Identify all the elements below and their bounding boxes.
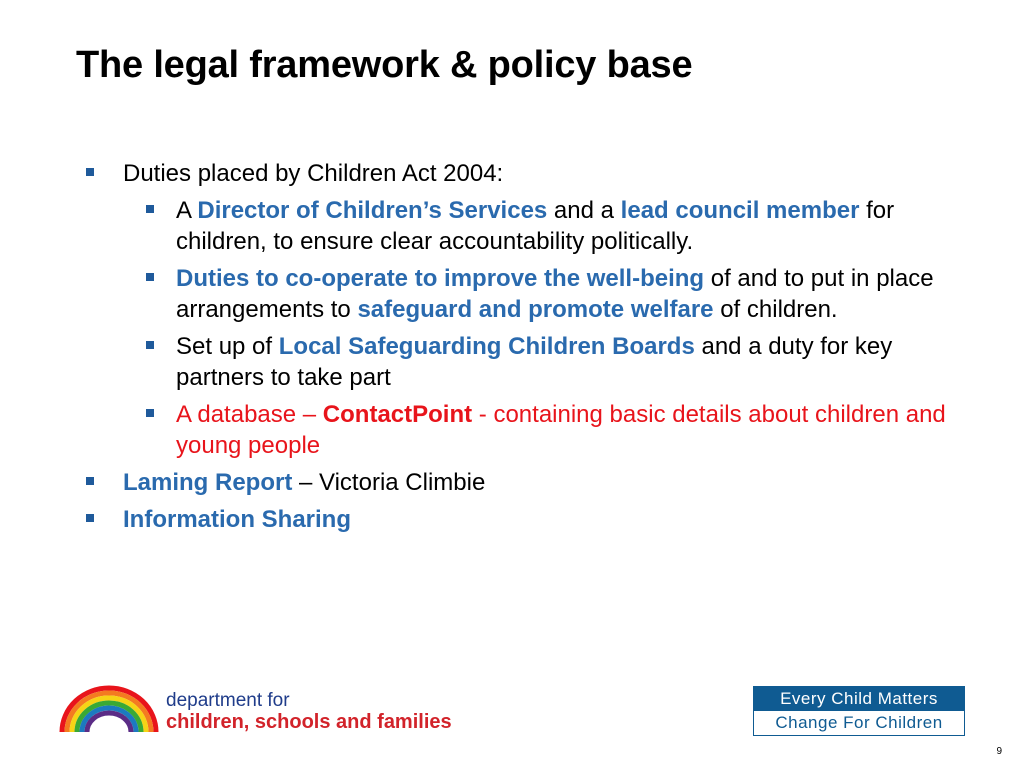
text-segment: of children. — [713, 296, 838, 323]
bullet-item-information-sharing — [84, 504, 954, 535]
highlight-text: safeguard and promote welfare — [357, 296, 714, 323]
ecm-title: Every Child Matters — [754, 687, 964, 711]
text-segment: A — [176, 197, 198, 224]
text-segment: for children, to ensure clear accountability politically. — [176, 197, 895, 255]
bullet-text: Duties placed by Children Act 2004: — [123, 160, 504, 187]
sub-bullet-director — [84, 195, 954, 257]
highlight-text: Laming Report — [123, 469, 293, 496]
square-bullet-icon — [146, 409, 154, 417]
text-segment: and a — [547, 197, 621, 224]
page-number: 9 — [996, 746, 1002, 757]
square-bullet-icon — [146, 273, 154, 281]
ecm-subtitle: Change For Children — [754, 711, 964, 735]
sub-bullet-duties — [84, 263, 954, 325]
square-bullet-icon — [86, 168, 94, 176]
rainbow-logo-icon — [56, 682, 166, 738]
bullet-list — [84, 158, 954, 541]
slide-title: The legal framework & policy base — [76, 44, 693, 86]
square-bullet-icon — [146, 205, 154, 213]
department-name-line1: department for — [166, 690, 290, 711]
text-segment: of and to put in place arrangements to — [176, 265, 934, 323]
red-text: A database – — [176, 401, 323, 428]
red-highlight-text: ContactPoint — [322, 401, 473, 428]
text-segment: and a duty for key partners to take part — [176, 333, 893, 391]
text-segment: Set up of — [176, 333, 279, 360]
highlight-text: Information Sharing — [123, 506, 351, 533]
square-bullet-icon — [86, 477, 94, 485]
highlight-text: Director of Children’s Services — [197, 197, 548, 224]
square-bullet-icon — [86, 514, 94, 522]
highlight-text: Local Safeguarding Children Boards — [278, 333, 695, 360]
square-bullet-icon — [146, 341, 154, 349]
sub-bullet-database — [84, 399, 954, 461]
bullet-item-laming — [84, 467, 954, 498]
bullet-item-children-act — [84, 158, 954, 189]
text-segment: – Victoria Climbie — [292, 469, 486, 496]
every-child-matters-logo — [753, 686, 965, 736]
red-text: - containing basic details about children and young people — [176, 401, 946, 459]
highlight-text: Duties to co-operate to improve the well-being — [176, 265, 705, 292]
highlight-text: lead council member — [620, 197, 860, 224]
sub-bullet-lscb — [84, 331, 954, 393]
department-name-line2: children, schools and families — [166, 711, 452, 733]
